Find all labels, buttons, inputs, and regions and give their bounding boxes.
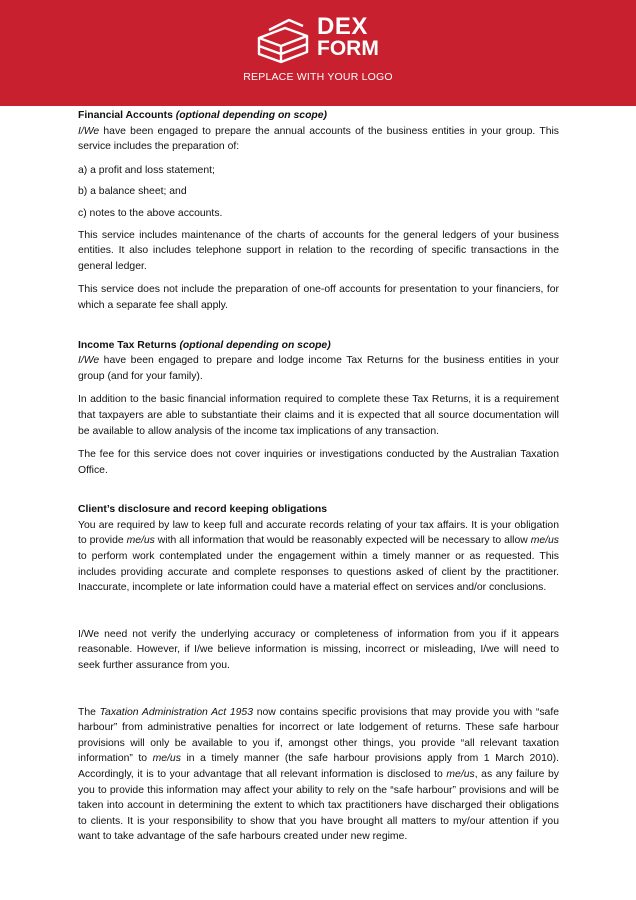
list-item: b) a balance sheet; and [78,186,187,198]
me-us: me/us [446,769,475,780]
disclosure-p1 [78,518,559,596]
disclosure-p3-a: The [78,706,100,718]
disclosure-p3 [78,705,559,845]
list-item: a) a profit and loss statement; [78,164,215,176]
stacked-papers-icon [255,16,311,66]
income-tax-p3: The fee for this service does not cover inquiries or investigations conducted by the Australian Taxation Office. [78,449,559,476]
logo-line1: DEX [317,13,368,40]
list-item: c) notes to the above accounts. [78,207,223,219]
logo-tagline: REPLACE WITH YOUR LOGO [243,71,393,83]
income-tax-p2: In addition to the basic financial information required to complete these Tax Returns, it is a requirement that taxpayers are able to substantiate their claims and it is expected that all source documentation will be available to allow analysis of the income tax implications of any transaction. [78,394,559,437]
logo-line2: FORM [317,37,379,60]
financial-p1-rest: have been engaged to prepare the annual accounts of the business entities in your group. This service includes the preparation of: [78,125,559,153]
disclosure-p2: I/We need not verify the underlying accuracy or completeness of information from you if it appears reasonable. However, if I/we believe information is missing, incorrect or misleading, I/we will need to seek further assurance from you. [78,628,559,672]
me-us: me/us [530,535,559,547]
disclosure-p1-c: to perform work contemplated under the engagement within a timely manner or as requested. This includes providing accurate and complete responses to questions asked of client by the practitioner. Inaccurate, incomplete or late information could have a material effect on services and/or conclusions. [78,551,559,594]
financial-p3: This service does not include the preparation of one-off accounts for presentation to your financiers, for which a separate fee shall apply. [78,284,559,311]
income-tax-title: Income Tax Returns [78,339,177,351]
income-tax-p1-rest: have been engaged to prepare and lodge income Tax Returns for the business entities in your group (and for your family). [78,355,559,382]
disclosure-heading: Client’s disclosure and record keeping obligations [78,504,328,516]
act-name: Taxation Administration Act 1953 [99,706,253,718]
financial-title: Financial Accounts [78,110,173,121]
financial-optional: (optional depending on scope) [175,110,328,121]
logo-wordmark [317,13,379,60]
me-us: me/us [126,535,155,547]
disclosure-p3-c: in a timely manner (the safe harbour provisions apply from 1 March 2010). Accordingly, it is to your advantage that all relevant information is disclosed to [78,753,559,780]
income-tax-p1-who: I/We [78,355,100,367]
disclosure-p3-b: now contains specific provisions that may provide you with “safe harbour” from administrative penalties for incorrect or late lodgement of returns. These safe harbour provisions will only be available to you if, amongst other things, you provide “all relevant taxation information” to [78,706,559,765]
logo [255,13,395,66]
me-us: me/us [152,753,181,765]
document-body [78,108,559,845]
financial-p2: This service includes maintenance of the charts of accounts for the general ledgers of your business entities. It also includes telephone support in relation to the recording of specific transactions in the general ledger. [78,229,559,272]
financial-p1 [78,124,559,155]
income-tax-p1 [78,353,559,384]
financial-heading [78,108,559,124]
disclosure-p1-a: You are required by law to keep full and accurate records relating of your tax affairs. It is your obligation to provide [78,519,559,547]
income-tax-optional: (optional depending on scope) [179,339,331,351]
disclosure-p3-d: , as any failure by you to provide this information may affect your ability to rely on the “safe harbour” provisions and will be taken into account in determining the extent to which tax practitioners have discharged their obligations to clients. It is your responsibility to show that you have brought all matters to my/our attention if you want to take advantage of the safe harbours created under new regime. [78,769,559,843]
header-banner [0,0,636,106]
financial-list [78,163,559,222]
income-tax-heading [78,338,559,354]
financial-p1-who: I/We [78,125,100,137]
disclosure-p1-b: with all information that would be reasonably expected will be necessary to allow [154,535,531,547]
